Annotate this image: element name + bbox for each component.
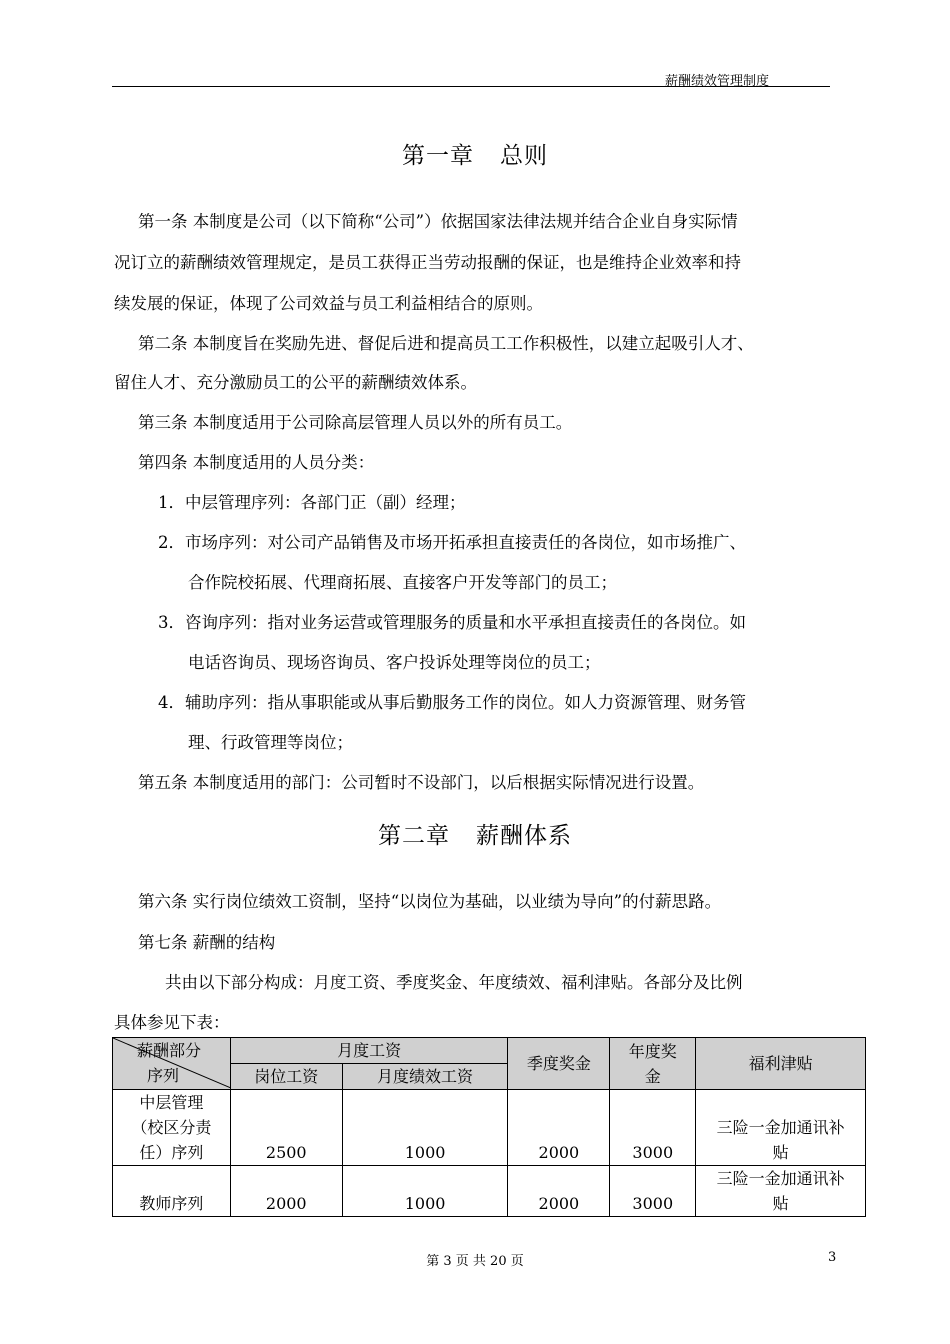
welfare-line: 贴 — [772, 1194, 789, 1213]
header-post-wage: 岗位工资 — [230, 1064, 342, 1090]
salary-structure-table — [112, 1037, 866, 1217]
row-name-line: 中层管理 — [139, 1093, 204, 1112]
corner-label-bottom: 序列 — [147, 1066, 180, 1085]
header-annual-performance — [610, 1038, 696, 1090]
table-header-row — [113, 1038, 866, 1064]
cell-post-wage: 2500 — [230, 1090, 342, 1166]
paragraph-line: 留住人才、充分激励员工的公平的薪酬绩效体系。 — [114, 373, 477, 392]
header-annual-line: 年度奖 — [628, 1041, 677, 1061]
header-annual-line: 金 — [644, 1066, 661, 1086]
chapter-1-title: 总则 — [500, 143, 548, 169]
list-item: 2．市场序列：对公司产品销售及市场开拓承担直接责任的各岗位，如市场推广、 — [158, 533, 746, 552]
page-number: 3 — [828, 1250, 837, 1265]
paragraph-line: 第六条 实行岗位绩效工资制，坚持“以岗位为基础，以业绩为导向”的付薪思路。 — [138, 892, 722, 911]
paragraph-line: 第二条 本制度旨在奖励先进、督促后进和提高员工工作积极性，以建立起吸引人才、 — [138, 334, 754, 353]
header-monthly-performance: 月度绩效工资 — [342, 1064, 508, 1090]
row-series-name: 教师序列 — [113, 1166, 231, 1217]
cell-annual-performance: 3000 — [610, 1166, 696, 1217]
row-series-name — [113, 1090, 231, 1166]
cell-annual-performance: 3000 — [610, 1090, 696, 1166]
table-row — [113, 1166, 866, 1217]
list-item: 3．咨询序列：指对业务运营或管理服务的质量和水平承担直接责任的各岗位。如 — [158, 613, 746, 632]
list-item-continuation: 电话咨询员、现场咨询员、客户投诉处理等岗位的员工； — [188, 653, 601, 672]
cell-welfare — [696, 1166, 866, 1217]
welfare-line: 三险一金加通讯补 — [716, 1169, 845, 1188]
cell-quarter-bonus: 2000 — [508, 1090, 610, 1166]
cell-monthly-performance: 1000 — [342, 1090, 508, 1166]
cell-monthly-performance: 1000 — [342, 1166, 508, 1217]
paragraph-line: 第三条 本制度适用于公司除高层管理人员以外的所有员工。 — [138, 413, 573, 432]
chapter-2-label: 第二章 — [378, 823, 450, 849]
paragraph-line: 况订立的薪酬绩效管理规定，是员工获得正当劳动报酬的保证，也是维持企业效率和持 — [114, 253, 741, 272]
header-quarter-bonus: 季度奖金 — [508, 1038, 610, 1090]
list-item-continuation: 合作院校拓展、代理商拓展、直接客户开发等部门的员工； — [188, 573, 617, 592]
paragraph-line: 续发展的保证，体现了公司效益与员工利益相结合的原则。 — [114, 294, 543, 313]
paragraph-line: 具体参见下表： — [114, 1013, 230, 1032]
header-rule — [112, 86, 830, 87]
paragraph-line: 第四条 本制度适用的人员分类： — [138, 453, 375, 472]
running-header: 薪酬绩效管理制度 — [665, 74, 770, 89]
paragraph-line: 共由以下部分构成：月度工资、季度奖金、年度绩效、福利津贴。各部分及比例 — [165, 973, 743, 992]
list-item: 4．辅助序列：指从事职能或从事后勤服务工作的岗位。如人力资源管理、财务管 — [158, 693, 746, 712]
list-item: 1．中层管理序列：各部门正（副）经理； — [158, 493, 466, 512]
header-monthly-wage: 月度工资 — [230, 1038, 508, 1064]
row-name-line: （校区分责 — [131, 1118, 212, 1137]
cell-post-wage: 2000 — [230, 1166, 342, 1217]
page-footer: 第 3 页 共 20 页 — [426, 1254, 524, 1269]
header-welfare: 福利津贴 — [696, 1038, 866, 1090]
paragraph-line: 第五条 本制度适用的部门：公司暂时不设部门，以后根据实际情况进行设置。 — [138, 773, 705, 792]
corner-label-top: 薪酬部分 — [137, 1041, 202, 1060]
table-row — [113, 1090, 866, 1166]
cell-quarter-bonus: 2000 — [508, 1166, 610, 1217]
table-corner-cell — [113, 1038, 231, 1090]
chapter-2-title: 薪酬体系 — [476, 823, 572, 849]
chapter-2-heading — [0, 817, 950, 850]
welfare-line: 贴 — [772, 1143, 789, 1162]
paragraph-line: 第一条 本制度是公司（以下简称“公司”）依据国家法律法规并结合企业自身实际情 — [138, 212, 738, 231]
chapter-1-heading — [0, 137, 950, 170]
row-name-line: 任）序列 — [139, 1143, 204, 1162]
welfare-line: 三险一金加通讯补 — [716, 1118, 845, 1137]
chapter-1-label: 第一章 — [402, 143, 474, 169]
list-item-continuation: 理、行政管理等岗位； — [188, 733, 353, 752]
cell-welfare — [696, 1090, 866, 1166]
paragraph-line: 第七条 薪酬的结构 — [138, 933, 276, 952]
